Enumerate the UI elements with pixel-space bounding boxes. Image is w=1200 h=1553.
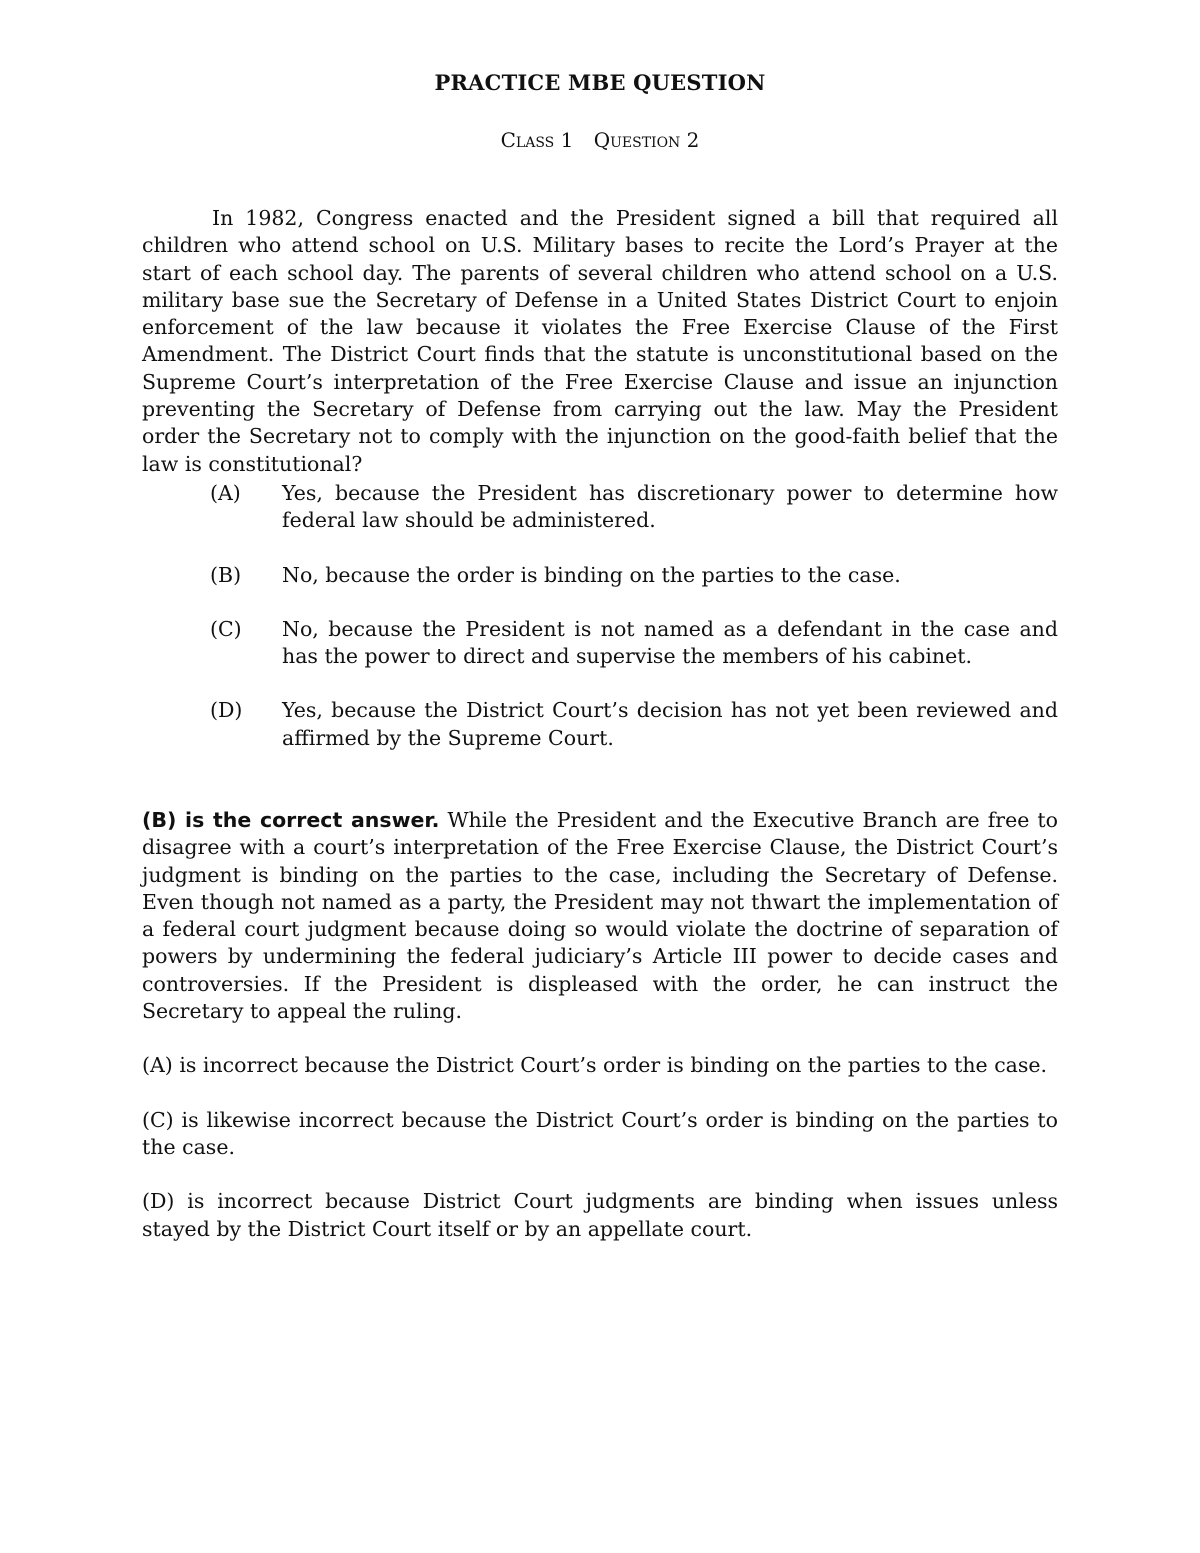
choice-letter: (C): [210, 616, 242, 641]
correct-answer-explanation: While the President and the Executive Branch are free to disagree with a court’s interpretation of the Free Exercise Clause, the District Court’s judgment is binding on the parties to the case, including the Secretary of Defense. Even though not named as a party, the President may not thwart the implementation of a federal court judgment because doing so would violate the doctrine of separation of powers by undermining the federal judiciary’s Article III power to decide cases and controversies. If the President is displeased with the order, he can instruct the Secretary to appeal the ruling.: [142, 808, 1058, 1024]
choice-text: Yes, because the District Court’s decision has not yet been reviewed and affirmed by the Supreme Court.: [282, 698, 1058, 750]
page-title: PRACTICE MBE QUESTION: [434, 70, 766, 95]
choice-letter: (D): [210, 698, 243, 723]
choice-b: [210, 562, 1058, 589]
incorrect-note-c: (C) is likewise incorrect because the District Court’s order is binding on the parties to the case.: [142, 1107, 1058, 1159]
choice-a: [210, 480, 1058, 535]
incorrect-note-a: (A) is incorrect because the District Court’s order is binding on the parties to the case.: [142, 1053, 1048, 1078]
choice-text: Yes, because the President has discretionary power to determine how federal law should be administered.: [282, 481, 1058, 533]
incorrect-note-d: (D) is incorrect because District Court judgments are binding when issues unless stayed by the District Court itself or by an appellate court.: [142, 1189, 1058, 1241]
question-label: Question 2: [593, 128, 700, 152]
correct-answer-lead: (B) is the correct answer.: [142, 808, 440, 832]
choice-letter: (B): [210, 562, 242, 587]
page-subtitle: [0, 128, 1200, 152]
correct-answer-paragraph: [142, 807, 1058, 1025]
class-label: Class 1: [500, 128, 574, 152]
choice-letter: (A): [210, 481, 241, 505]
choice-text: No, because the order is binding on the parties to the case.: [282, 562, 901, 587]
choice-d: [210, 697, 1058, 752]
question-text: In 1982, Congress enacted and the President signed a bill that required all children who attend school on U.S. Military bases to recite the Lord’s Prayer at the start of each school day. The parents of several children who attend school on a U.S. military base sue the Secretary of Defense in a United States District Court to enjoin enforcement of the law because it violates the Free Exercise Clause of the First Amendment. The District Court finds that the statute is unconstitutional based on the Supreme Court’s interpretation of the Free Exercise Clause and issue an injunction preventing the Secretary of Defense from carrying out the law. May the President order the Secretary not to comply with the injunction on the good-faith belief that the law is constitutional?: [142, 206, 1058, 476]
answer-explanation: [142, 807, 1058, 1270]
answer-choices: [210, 480, 1058, 779]
choice-text: No, because the President is not named as a defendant in the case and has the power to direct and supervise the members of his cabinet.: [282, 616, 1058, 669]
choice-c: [210, 616, 1058, 671]
